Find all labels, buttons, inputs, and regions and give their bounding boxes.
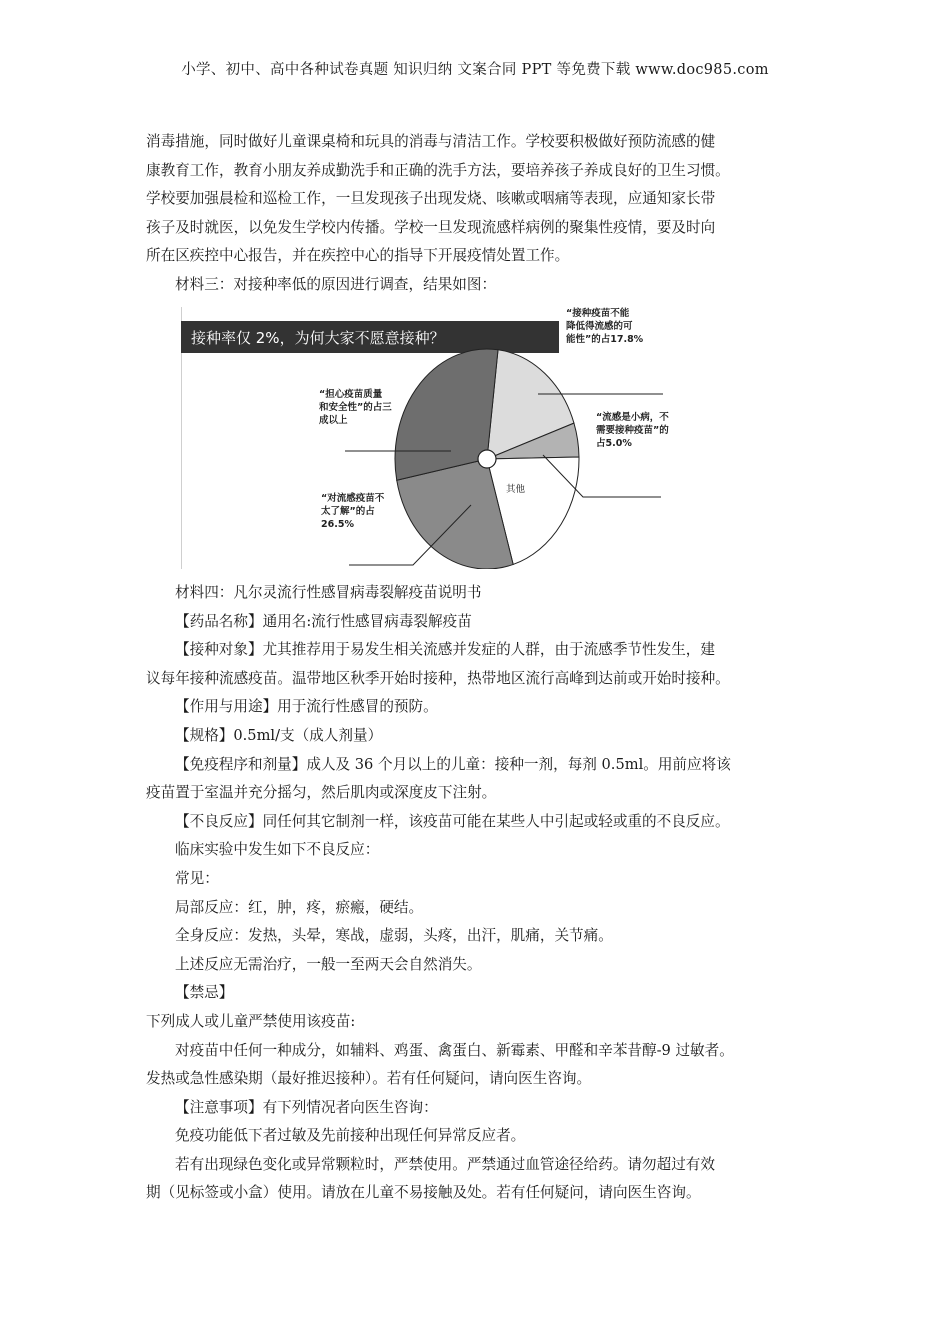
drug-name: 【药品名称】通用名:流行性感冒病毒裂解疫苗 [175,612,472,630]
label-line: “接种疫苗不能 [566,308,630,319]
material4-section [146,579,810,1208]
label-line: 能性”的占17.8% [566,334,644,345]
local-reaction: 局部反应：红，肿，疼，瘀瘢，硬结。 [175,898,424,916]
label-line: “对流感疫苗不 [321,493,385,504]
page-header: 小学、初中、高中各种试卷真题 知识归纳 文案合同 PPT 等免费下载 www.doc985.com [181,62,769,78]
label-line: 26.5% [321,519,354,530]
text-line: 孩子及时就医，以免发生学校内传播。学校一旦发现流感样病例的聚集性疫情，要及时向 [146,218,716,236]
label-other [506,483,526,495]
notes-line: 免疫功能低下者过敏及先前接种出现任何异常反应者。 [175,1127,526,1145]
material4-title: 材料四：凡尔灵流行性感冒病毒裂解疫苗说明书 [175,584,482,601]
label-line: 和安全性”的占三 [319,402,392,413]
label-line: “担心疫苗质量 [319,389,383,400]
resolve-note: 上述反应无需治疗，一般一至两天会自然消失。 [175,955,482,973]
notes-line: 若有出现绿色变化或异常颗粒时，严禁使用。严禁通过血管途径给药。请勿超过有效 [175,1155,715,1173]
contraindication-intro: 下列成人或儿童严禁使用该疫苗: [146,1012,356,1030]
label-line: 其他 [506,484,526,495]
contraindication-line: 对疫苗中任何一种成分，如辅料、鸡蛋、禽蛋白、新霉素、甲醛和辛苯昔醇-9 过敏者。 [175,1041,734,1059]
label-line: 成以上 [319,415,348,426]
label-line: 占5.0% [596,438,632,449]
clinical-intro: 临床实验中发生如下不良反应： [175,841,380,859]
target-line: 议每年接种流感疫苗。温带地区秋季开始时接种，热带地区流行高峰到达前或开始时接种。 [146,669,730,687]
text-line: 所在区疾控中心报告，并在疾控中心的指导下开展疫情处置工作。 [146,247,570,265]
dosage-line: 【免疫程序和剂量】成人及 36 个月以上的儿童：接种一剂，每剂 0.5ml。用前应将该 [175,755,731,773]
pie-chart-svg [181,307,691,569]
notes-line: 期（见标签或小盒）使用。请放在儿童不易接触及处。若有任何疑问，请向医生咨询。 [146,1184,701,1202]
paragraph-prevention [146,128,810,300]
target-line: 【接种对象】尤其推荐用于易发生相关流感并发症的人群，由于流感季节性发生，建 [175,641,715,659]
contraindication-title: 【禁忌】 [175,984,234,1002]
label-line: “流感是小病，不 [596,412,669,423]
systemic-reaction: 全身反应：发热，头晕，寒战，虚弱，头疼，出汗，肌痛，关节痛。 [175,927,613,945]
pie-chart [181,307,691,569]
text-line: 康教育工作，教育小朋友养成勤洗手和正确的洗手方法，要培养孩子养成良好的卫生习惯。 [146,161,730,179]
chart-title: 接种率仅 2%，为何大家不愿意接种？ [191,329,445,347]
pie-center-hole [478,450,496,468]
label-line: 需要接种疫苗”的 [596,425,669,436]
label-line: 降低得流感的可 [566,321,633,332]
material3-heading: 材料三：对接种率低的原因进行调查，结果如图： [175,275,497,293]
text-line: 学校要加强晨检和巡检工作，一旦发现孩子出现发烧、咳嗽或咽痛等表现，应通知家长带 [146,190,716,208]
common-label: 常见： [175,869,219,887]
dosage-line: 疫苗置于室温并充分摇匀，然后肌肉或深度皮下注射。 [146,784,497,802]
usage: 【作用与用途】用于流行性感冒的预防。 [175,698,438,716]
spec: 【规格】0.5ml/支（成人剂量） [175,726,383,744]
label-line: 太了解”的占 [321,506,375,517]
contraindication-line: 发热或急性感染期（最好推迟接种）。若有任何疑问，请向医生咨询。 [146,1070,592,1088]
text-line: 消毒措施，同时做好儿童课桌椅和玩具的消毒与清洁工作。学校要积极做好预防流感的健 [146,133,716,150]
adverse-reaction: 【不良反应】同任何其它制剂一样，该疫苗可能在某些人中引起或轻或重的不良反应。 [175,812,730,830]
notes-title: 【注意事项】有下列情况者向医生咨询： [175,1098,438,1116]
